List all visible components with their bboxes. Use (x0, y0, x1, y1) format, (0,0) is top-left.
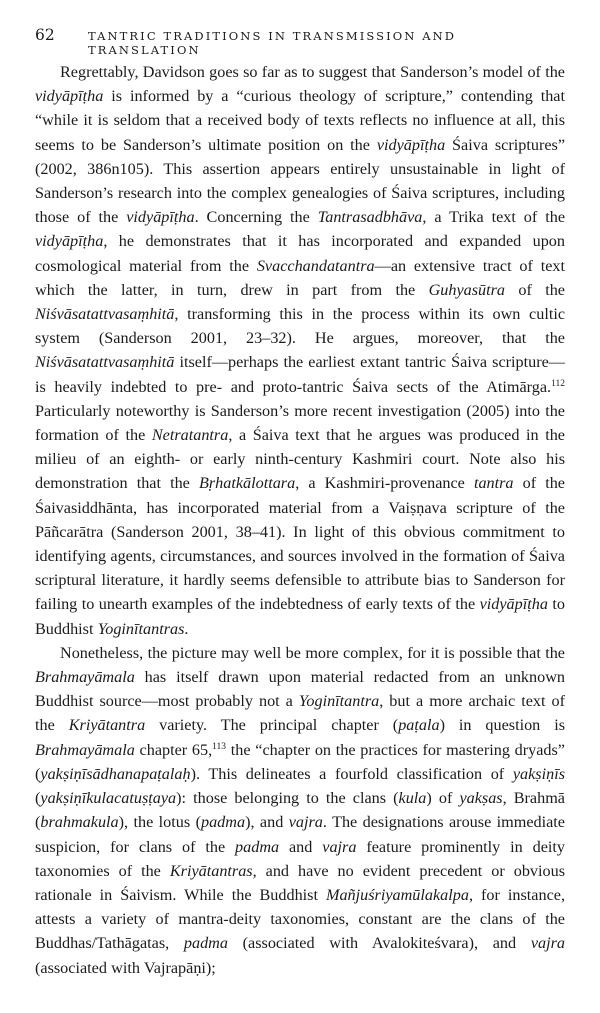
italic-term: vidyāpīṭha (35, 232, 104, 251)
text-run: , transforming this in the process within its own cultic system (Sanderson 2001, 23–32). He argues, moreover, that the (35, 305, 565, 348)
running-head (35, 26, 565, 57)
text-run: itself—perhaps the earliest extant tantric Śaiva scripture—is heavily indebted to pre- and proto-tantric Śaiva sects of the Atimārga. (35, 353, 565, 396)
italic-term: paṭala (398, 716, 440, 735)
text-run: ), and (245, 813, 289, 832)
text-run: Śaiva scriptures” (2002, 386n105). This assertion appears entirely unsustainable in light of Sanderson’s research into the complex genealogies of Śaiva scriptures, including those of the (35, 135, 565, 227)
text-run: , a Trika text of the (422, 208, 565, 227)
italic-term: vidyāpīṭha (35, 87, 104, 106)
text-run: ): those belonging to the clans ( (176, 789, 399, 808)
italic-term: Kriyātantra (68, 716, 146, 735)
text-run: ), the lotus ( (118, 813, 201, 832)
italic-term: tantra (473, 474, 514, 493)
italic-term: brahmakula (40, 813, 119, 832)
italic-term: Svacchandatantra (256, 256, 375, 275)
italic-term: vajra (288, 813, 323, 832)
footnote-ref: 113 (212, 741, 227, 752)
text-run: . The designations arouse immediate suspicion, for clans of the (35, 813, 565, 856)
text-run: of the Śaivasiddhānta, has incorporated material from a Vaiṣṇava scripture of the Pāñcarātra (Sanderson 2001, 38–41). In light of this obvious commitment to identifying agents, circumstances, and sources involved in the formation of Śaiva scriptural literature, it hardly seems defensible to attribute bias to Sanderson for failing to unearth examples of the indebtedness of early texts of the (35, 474, 565, 614)
italic-term: Yoginītantra (298, 692, 380, 711)
text-run: , a Kashmiri-provenance (295, 474, 474, 493)
text-run: feature prominently in deity taxonomies of the (35, 837, 565, 880)
text-run: , Brahmā ( (35, 789, 565, 832)
italic-term: yakṣiṇīs (512, 764, 565, 783)
text-run: (associated with Avalokiteśvara), and (227, 934, 531, 953)
italic-term: Netratantra (151, 426, 229, 445)
text-run: to Buddhist (35, 595, 565, 638)
text-run: and (279, 837, 323, 856)
italic-term: Mañjuśriyamūlakalpa (325, 885, 469, 904)
text-run: , but a more archaic text of the (35, 692, 565, 735)
italic-term: Niśvāsatattvasaṃhitā (35, 305, 175, 324)
running-head-title: TANTRIC TRADITIONS IN TRANSMISSION AND TRANSLATION (87, 29, 457, 57)
text-run: , a Śaiva text that he argues was produced in the milieu of an eighth- or early ninth-century Kashmiri court. Note also his demonstration that the (35, 426, 565, 493)
text-run: (associated with Vajrapāṇi); (35, 958, 216, 977)
paragraph (35, 60, 565, 641)
italic-term: vidyāpīṭha (376, 135, 446, 154)
italic-term: Brahmayāmala (35, 668, 135, 687)
text-run: ). This delineates a fourfold classification of (190, 764, 513, 783)
italic-term: padma (200, 813, 246, 832)
text-run: Regrettably, Davidson goes so far as to suggest that Sanderson’s model of the (60, 63, 565, 81)
italic-term: vajra (530, 934, 565, 953)
text-run: . (184, 619, 189, 638)
italic-term: Tantrasadbhāva (317, 208, 423, 227)
italic-term: vidyāpīṭha (479, 595, 548, 614)
italic-term: yakṣiṇīsādhanapaṭalaḥ (40, 764, 191, 783)
italic-term: yakṣiṇīkulacatuṣṭaya (40, 789, 177, 808)
text-run: Nonetheless, the picture may well be more complex, for it is possible that the (60, 643, 565, 662)
italic-term: vidyāpīṭha (126, 208, 195, 227)
footnote-ref: 112 (551, 378, 565, 389)
text-run: is informed by a “curious theology of scripture,” contending that “while it is seldom that a received body of texts reflects no influence at all, this seems to be Sanderson’s ultimate position on the (35, 87, 565, 154)
italic-term: padma (183, 934, 228, 953)
italic-term: Yoginītantras (97, 619, 185, 638)
text-run: ) of (426, 789, 460, 808)
text-run: —an extensive tract of text which the latter, in turn, drew in part from the (35, 256, 565, 299)
text-run: variety. The principal chapter ( (145, 716, 399, 735)
italic-term: Bṛhatkālottara (198, 474, 296, 493)
text-run: , and have no evident precedent or obvious rationale in Śaivism. While the Buddhist (35, 861, 565, 904)
text-run: ( (35, 789, 41, 808)
text-run: the “chapter on the practices for mastering dryads” ( (35, 740, 565, 783)
italic-term: kula (398, 789, 427, 808)
page-number: 62 (35, 26, 55, 44)
italic-term: vajra (322, 837, 357, 856)
text-run: . Concerning the (194, 208, 318, 227)
italic-term: Kriyātantras (169, 861, 253, 880)
text-run: has itself drawn upon material redacted from an unknown Buddhist source—most probably not a (35, 668, 565, 711)
text-run: ) in question is (439, 716, 566, 735)
body-text (35, 60, 565, 980)
italic-term: Brahmayāmala (35, 740, 135, 759)
italic-term: Niśvāsatattvasaṃhitā (35, 353, 175, 372)
italic-term: padma (235, 837, 280, 856)
text-run: Particularly noteworthy is Sanderson’s more recent investigation (2005) into the formation of the (35, 401, 565, 445)
paragraph (35, 641, 565, 980)
text-run: , he demonstrates that it has incorporated and expanded upon cosmological material from the (35, 232, 565, 275)
italic-term: Guhyasūtra (428, 280, 506, 299)
italic-term: yakṣas (459, 789, 503, 808)
text-run: chapter 65, (134, 740, 213, 759)
text-run: of the (505, 280, 565, 299)
text-run: , for instance, attests a variety of mantra-deity taxonomies, constant are the clans of the Buddhas/Tathāgatas, (35, 885, 565, 953)
